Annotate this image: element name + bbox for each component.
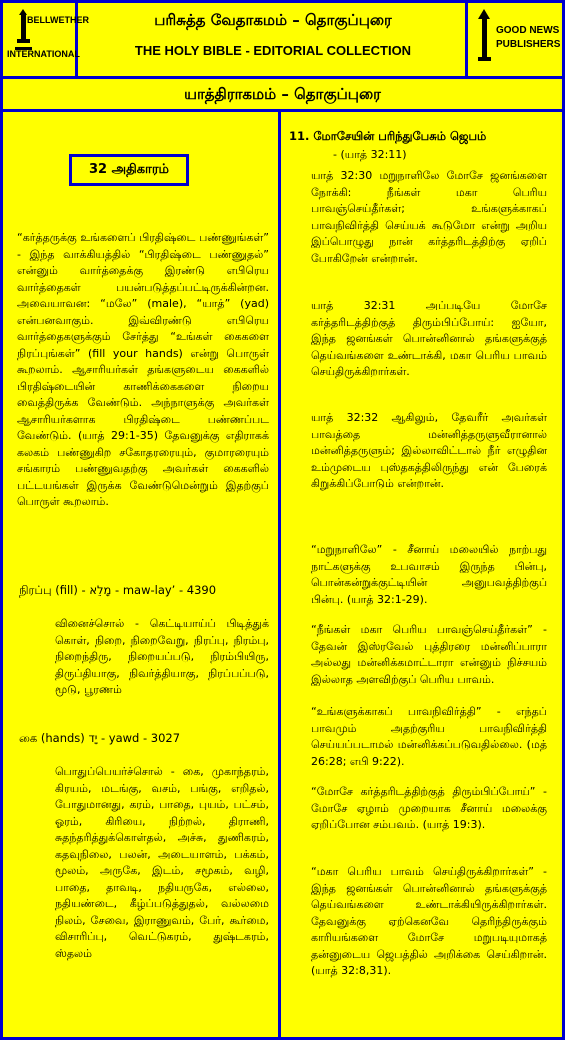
- note-great-sin-committed: “மகா பெரிய பாவம் செய்திருக்கிறார்கள்” - இந்த ஜனங்கள் பொன்னினால் தங்களுக்குத் தெய்வங்களை உண்டாக்கியிருக்கிறார்கள். தேவனுக்கு ஏற்கெனவே தெரிந்திருக்கும் காரியங்களை மோசே மறுபடியுமாகத் தன்னுடைய ஜெபத்தில் அறிக்கை செய்கிறான். (யாத் 32:8,31).: [311, 865, 547, 977]
- lamp-logo-icon: [3, 3, 78, 76]
- left-column: [3, 112, 281, 1037]
- book-title: யாத்திராகமம் – தொகுப்புரை: [184, 85, 381, 103]
- logo-right-line2: PUBLISHERS: [496, 39, 561, 50]
- bellwether-logo: [3, 3, 89, 76]
- logo-text-line2: INTERNATIONAL: [7, 49, 80, 59]
- section-reference: - (யாத் 32:11): [333, 148, 407, 161]
- word-fill-meanings: வினைச்சொல் - கெட்டியாய்ப் பிடித்துக் கொள், நிறை, நிறைவேறு, நிரப்பு, நிரம்பு, நிறைந்திரு, நிறையப்படு, நிரம்பியிரு, திருப்தியாகு, நிவர்த்தியாகு, நிரப்பப்படு, மூடு, பூரணம்: [55, 617, 269, 696]
- verse-32-32: யாத் 32:32 ஆகிலும், தேவரீர் அவர்கள் பாவத்தை மன்னித்தருளுவீரானால் மன்னித்தருளும்; இல்லாவிட்டால் நீர் எழுதின உம்முடைய புஸ்தகத்திலிருந்து என் பேரைக் கிறுக்கிப்போடும் என்றான்.: [311, 411, 547, 490]
- word-fill-heading: நிரப்பு (fill) - מָלֵא - maw-lay’ - 4390: [19, 583, 217, 597]
- english-title: THE HOLY BIBLE - EDITORIAL COLLECTION: [134, 43, 412, 58]
- word-hands-meanings: பொதுப்பெயர்ச்சொல் - கை, முகாந்தரம், கிரயம், மடங்கு, வசம், பங்கு, எறிதல், போதுமானது, கரம், பாதை, புயம், பட்சம், ஓரம், கிரியை, நிற்றல், திராணி, சுதந்தரித்துக்கொள்தல், அச்சு, துணிகரம், கதவுநிலை, பலன், அடையாளம், பக்கம், மூலம், அருகே, இடம், சமூகம், வழி, பாதை, தாவடி, நதியருகே, எல்லை, நதியண்டை, கீழ்ப்படுத்துதல், வல்லமை நிலம், சேவை, இராணுவம், பேர், கூர்மை, விசாரிப்பு, வெட்டுகரம், துஷ்டகரம், ஸ்தலம்: [55, 765, 269, 960]
- intro-paragraph: “கர்த்தருக்கு உங்களைப் பிரதிஷ்டை பண்ணுங்கள்” - இந்த வாக்கியத்தில் “பிரதிஷ்டை பண்ணுதல்” என்னும் வார்த்தைக்கு இரண்டு எபிரெய வார்த்தைகள் பயன்படுத்தப்பட்டிருக்கின்றன. அவையாவன: “மலே” (male), “யாத்” (yad) என்பனவாகும். இவ்விரண்டு எபிரெய வார்த்தைகளுக்கும் சேர்த்து “உங்கள் கைகளை நிரப்புங்கள்” (fill your hands) என்று பொருள் கூறலாம். ஆசாரியர்கள் தங்களுடைய கைகளில் பிரதிஷ்டையின் காணிக்கைகளை நிறைய வைத்திருக்க வேண்டும். அந்நாளுக்கு அவர்கள் ஆசாரியர்களாக பிரதிஷ்டை பண்ணப்பட வேண்டும். (யாத் 29:1-35) தேவனுக்கு எதிராகக் கலகம் பண்ணுகிற சகோதரரையும், குமாரரையும் சங்காரம் பண்ணுவதற்கு அவர்கள் கைகளில் பட்டயங்கள் இருக்க வேண்டுமென்றும் இதற்குப் பொருள் கூறலாம்.: [17, 231, 269, 508]
- chapter-box: 32 அதிகாரம்: [69, 154, 189, 186]
- word-hands-heading: கை (hands) יָד - yawd - 3027: [19, 731, 181, 745]
- note-moses-returned: “மோசே கர்த்தரிடத்திற்குத் திரும்பிப்போய்” - மோசே ஏழாம் முறையாக சீனாய் மலைக்கு ஏறிப்போன சம்பவம். (யாத் 19:3).: [311, 785, 547, 831]
- logo-text-line1: BELLWETHER: [27, 15, 89, 25]
- section-title: 11. மோசேயின் பரிந்துபேசும் ஜெபம்: [289, 129, 487, 143]
- logo-right-line1: GOOD NEWS: [496, 25, 560, 36]
- note-great-sin: “நீங்கள் மகா பெரிய பாவஞ்செய்தீர்கள்” - தேவன் இஸ்ரவேல் புத்திரரை மன்னிப்பாரா அல்லது மன்னிக்கமாட்டாரா என்னும் நிச்சயம் இல்லாத அளவிற்குப் பெரிய பாவம்.: [311, 623, 547, 686]
- verse-32-31: யாத் 32:31 அப்படியே மோசே கர்த்தரிடத்திற்குத் திரும்பிப்போய்: ஐயோ, இந்த ஜனங்கள் பொன்னினால் தங்களுக்குத் தெய்வங்களை உண்டாக்கி, மகா பெரிய பாவம் செய்திருக்கிறார்கள்.: [311, 299, 547, 378]
- tamil-title: பரிசுத்த வேதாகமம் – தொகுப்புரை: [154, 11, 392, 29]
- note-next-day: “மறுநாளிலே” - சீனாய் மலையில் நாற்பது நாட்களுக்கு உபவாசம் இருந்த பின்பு, பொன்கன்றுக்குட்டியின் அனுபவத்திற்குப் பின்பு. (யாத் 32:1-29).: [311, 543, 547, 606]
- note-atonement: “உங்களுக்காகப் பாவநிவிர்த்தி” - எந்தப் பாவமும் அதற்குரிய பாவநிவிர்த்தி செய்யப்படாமல் மன்னிக்கப்படுவதில்லை. (மத் 26:28; எபி 9:22).: [311, 705, 547, 768]
- good-news-logo: [468, 3, 562, 76]
- right-column: [281, 112, 562, 1037]
- verse-32-30: யாத் 32:30 மறுநாளிலே மோசே ஜனங்களை நோக்கி: நீங்கள் மகா பெரிய பாவஞ்செய்தீர்கள்; உங்களுக்காகப் பாவநிவிர்த்தி செய்யக் கூடுமோ என்று அறிய இப்பொழுது நான் கர்த்தரிடத்திற்கு ஏறிப் போகிறேன் என்றான்.: [311, 169, 547, 265]
- header-title-box: [78, 3, 468, 76]
